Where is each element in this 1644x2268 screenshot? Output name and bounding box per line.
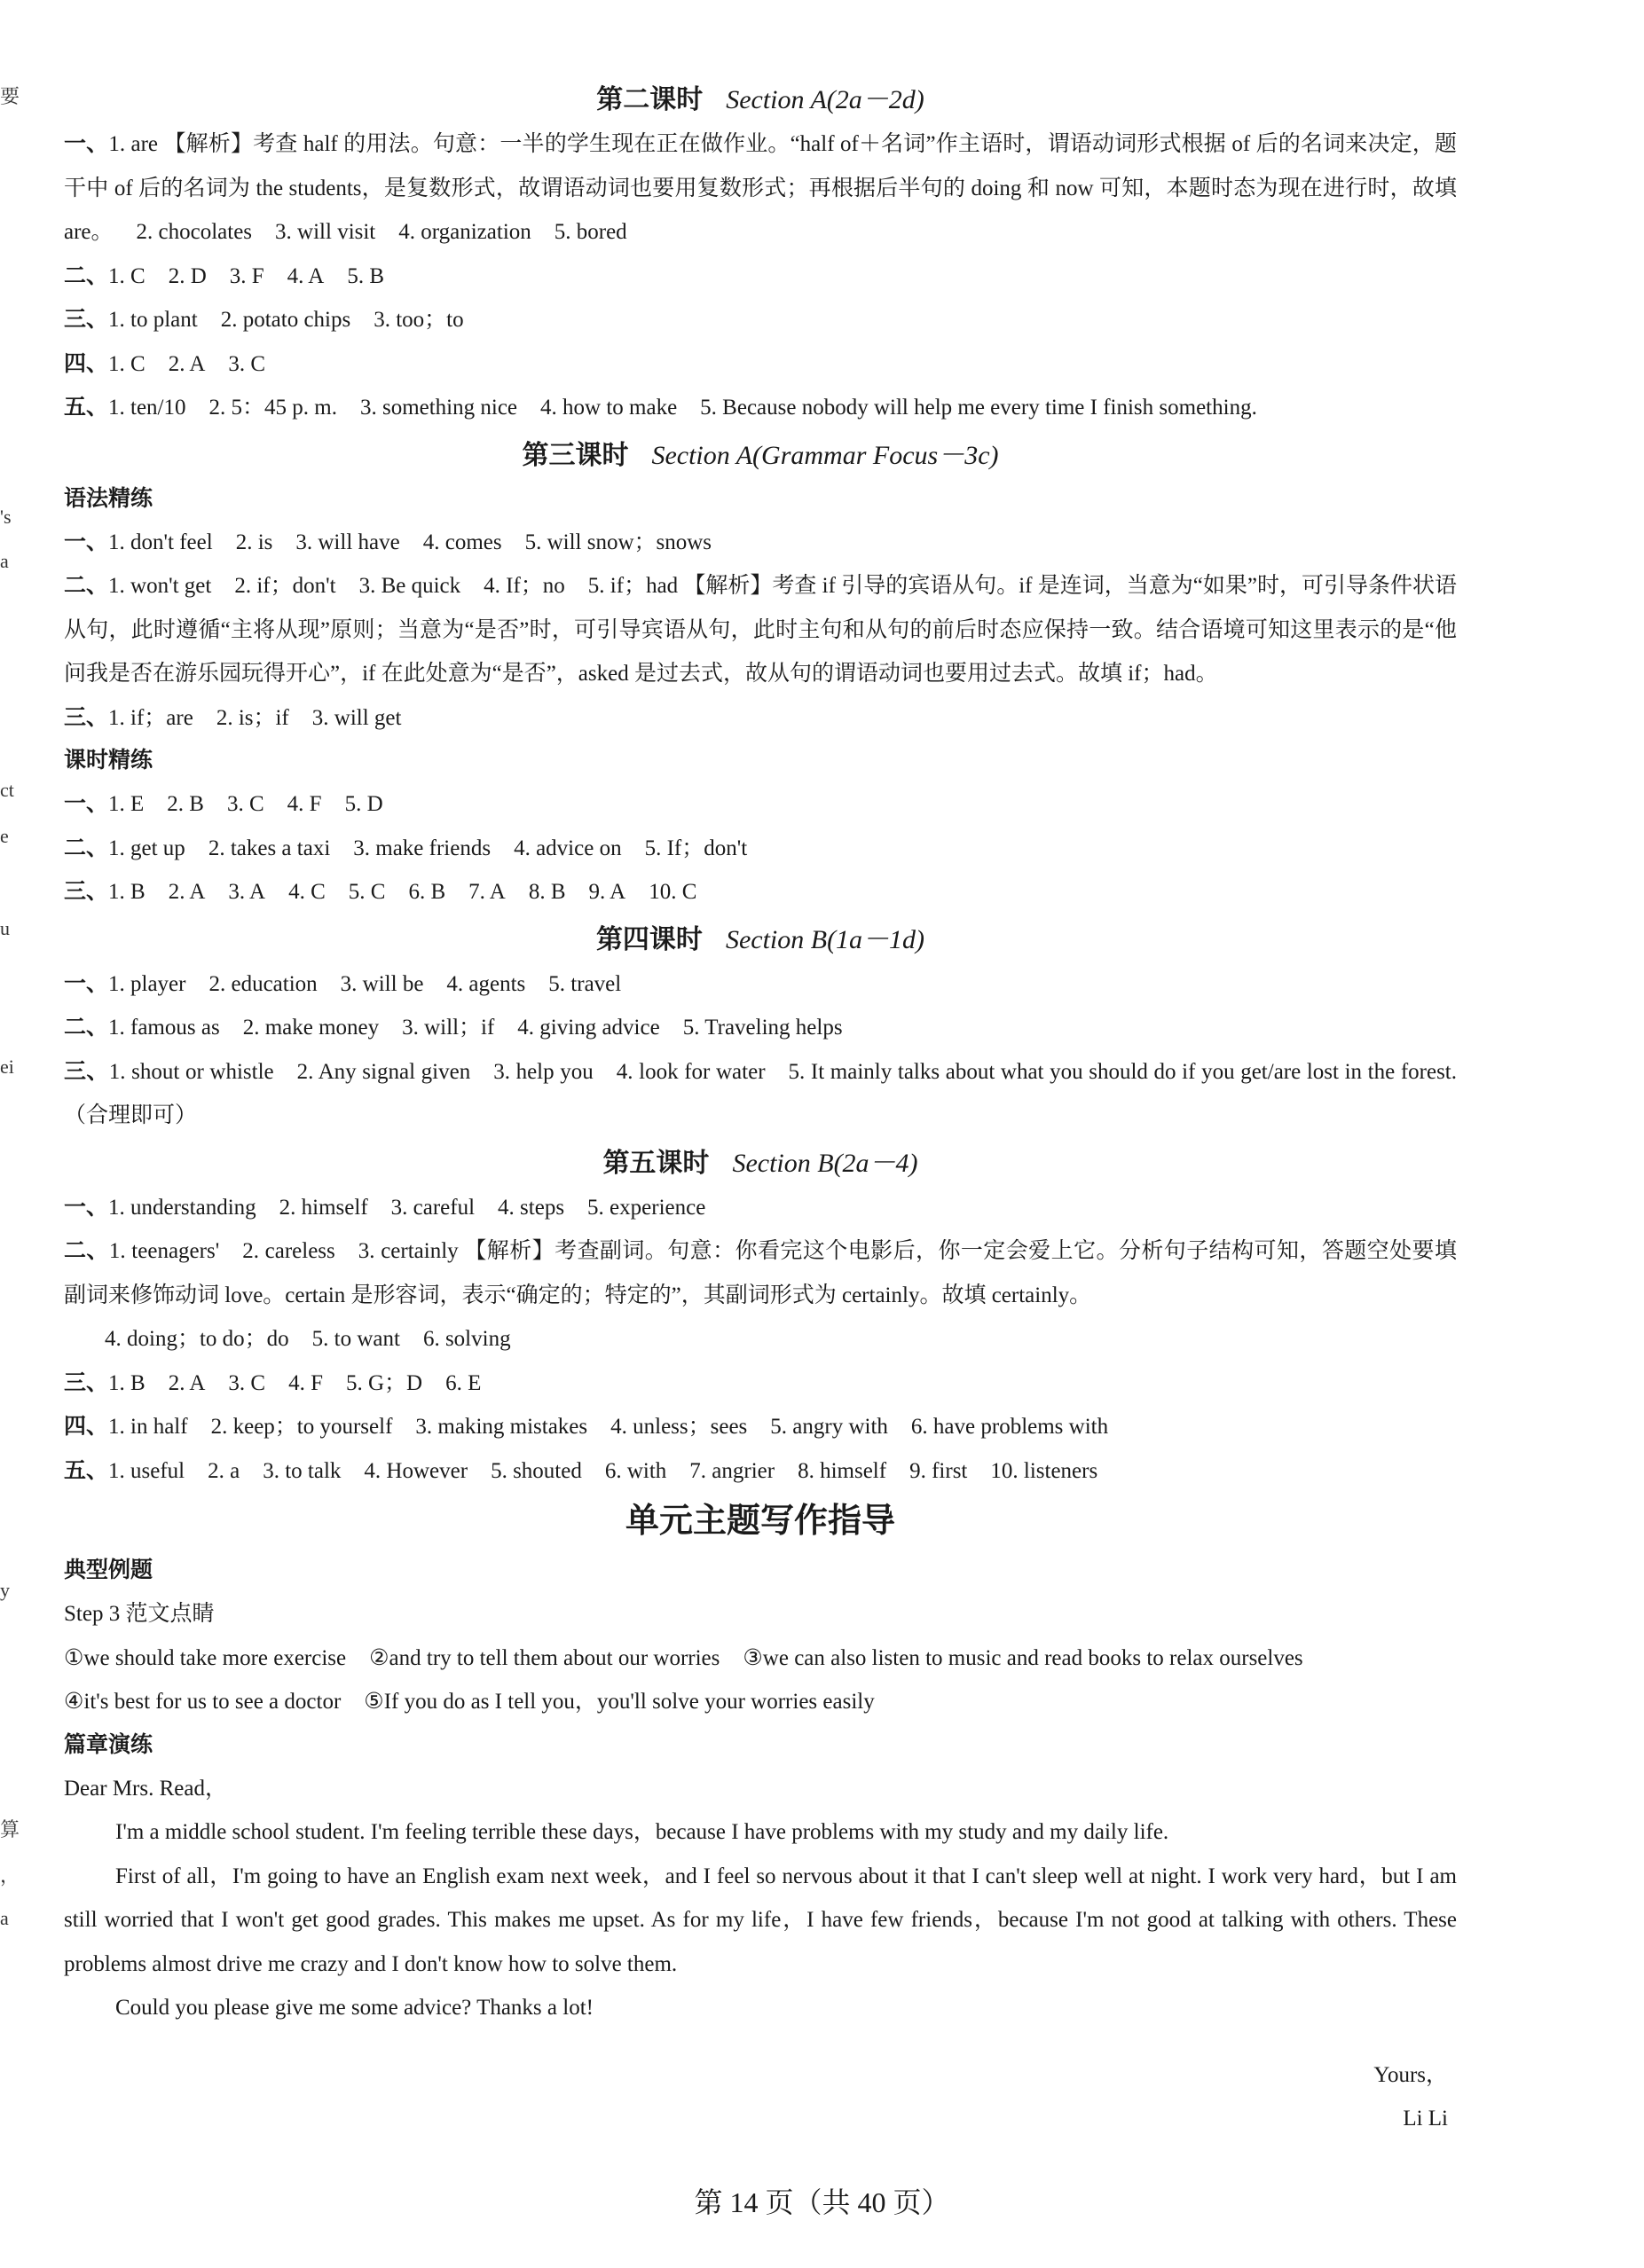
edge-fragment: ， [0,1864,20,1887]
lesson-title: 第三课时 Section A(Grammar Focus－3c) [522,440,999,470]
answer-group: 三、1. B 2. A 3. C 4. F 5. G；D 6. E [64,1370,482,1395]
subsection-heading: 语法精练 [64,486,153,511]
answer-group: 一、1. player 2. education 3. will be 4. agents 5. travel [64,971,622,996]
model-points: ①we should take more exercise ②and try to tell them about our worries ③we can also listen to music and read books to relax ourselves [64,1645,1303,1670]
letter-closing: Yours， [1373,2062,1448,2087]
edge-fragment: a [0,1907,9,1929]
step-label: Step 3 范文点睛 [64,1602,215,1626]
answer-group: 五、1. useful 2. a 3. to talk 4. However 5. shouted 6. with 7. angrier 8. himself 9. first 10. listeners [64,1458,1098,1483]
answer-group: 四、1. C 2. A 3. C [64,351,266,376]
letter-paragraph: Could you please give me some advice? Thanks a lot! [115,1996,594,2020]
answer-group: 三、1. B 2. A 3. A 4. C 5. C 6. B 7. A 8. B 9. A 10. C [64,880,697,904]
subsection-heading: 课时精练 [64,749,153,773]
edge-fragment: ct [0,779,14,801]
answer-group: 一、1. understanding 2. himself 3. careful 4. steps 5. experience [64,1195,706,1220]
answer-group: 一、1. don't feel 2. is 3. will have 4. comes 5. will snow；snows [64,530,712,554]
answer-group: 二、1. C 2. D 3. F 4. A 5. B [64,263,385,288]
answer-group: 五、1. ten/10 2. 5：45 p. m. 3. something nice 4. how to make 5. Because nobody will help me every time I finish something. [64,396,1257,420]
edge-fragment: a [0,550,9,572]
answer-group: 一、1. E 2. B 3. C 4. F 5. D [64,792,383,816]
subsection-heading: 典型例题 [64,1558,153,1582]
unit-writing-title: 单元主题写作指导 [625,1503,895,1540]
letter-paragraph: First of all，I'm going to have an English exam next week，and I feel so nervous about it that I can't sleep well at night. I work very hard，but I am still worried that I won't get good grades. This makes me upset. As for my life，I have few friends，because I'm not good at talking with others. These problems almost drive me crazy and I don't know how to solve them. [64,1864,1457,1976]
answer-group: 三、1. to plant 2. potato chips 3. too；to [64,308,464,332]
edge-fragment: e [0,825,9,847]
answer-group: 三、1. shout or whistle 2. Any signal given 3. help you 4. look for water 5. It mainly talks about what you should do if you get/are lost in the forest.（合理即可） [64,1059,1458,1127]
answer-group: 四、1. in half 2. keep；to yourself 3. making mistakes 4. unless；sees 5. angry with 6. have problems with [64,1415,1109,1439]
answer-group: 一、1. are 【解析】考查 half 的用法。句意：一半的学生现在正在做作业。“half of＋名词”作主语时，谓语动词形式根据 of 后的名词来决定，题干中 of 后的名词为 the students，是复数形式，故谓语动词也要用复数形式；再根据后半句的 doing 和 now 可知，本题时态为现在进行时，故填 are。 2. chocolates 3. will visit 4. organization 5. bored [64,132,1457,244]
answer-page [64,75,1457,2141]
answer-group: 二、1. get up 2. takes a taxi 3. make friends 4. advice on 5. If；don't [64,836,748,860]
page-number: 第 14 页（共 40 页） [694,2186,950,2218]
edge-fragment: y [0,1579,10,1601]
edge-fragment: 's [0,506,12,528]
letter-paragraph: I'm a middle school student. I'm feeling terrible these days，because I have problems with my study and my daily life. [115,1820,1169,1844]
edge-fragment: 要 [0,85,20,107]
letter-salutation: Dear Mrs. Read， [64,1776,227,1801]
lesson-title: 第四课时 Section B(1a－1d) [595,924,925,954]
answer-group: 三、1. if；are 2. is；if 3. will get [64,705,402,730]
edge-fragment: u [0,917,10,939]
edge-fragment: 算 [0,1818,20,1840]
letter-signature: Li Li [1403,2107,1448,2131]
subsection-heading: 篇章演练 [64,1732,153,1757]
answer-group-continuation: 4. doing；to do；do 5. to want 6. solving [105,1327,511,1351]
lesson-title: 第二课时 Section A(2a－2d) [596,85,924,114]
lesson-title: 第五课时 Section B(2a－4) [602,1148,918,1178]
answer-group: 二、1. won't get 2. if；don't 3. Be quick 4. If；no 5. if；had 【解析】考查 if 引导的宾语从句。if 是连词，当意为“如果”时，可引导条件状语从句，此时遵循“主将从现”原则；当意为“是否”时，可引导宾语从句，此时主句和从句的前后时态应保持一致。结合语境可知这里表示的是“他问我是否在游乐园玩得开心”，if 在此处意为“是否”，asked 是过去式，故从句的谓语动词也要用过去式。故填 if；had。 [64,574,1457,686]
answer-group: 二、1. teenagers' 2. careless 3. certainly 【解析】考查副词。句意：你看完这个电影后，你一定会爱上它。分析句子结构可知，答题空处要填副词来修饰动词 love。certain 是形容词，表示“确定的；特定的”，其副词形式为 certainly。故填 certainly。 [64,1239,1457,1307]
model-points: ④it's best for us to see a doctor ⑤If you do as I tell you，you'll solve your worries easily [64,1690,875,1714]
edge-fragment: ei [0,1056,14,1078]
answer-group: 二、1. famous as 2. make money 3. will；if 4. giving advice 5. Traveling helps [64,1016,843,1040]
